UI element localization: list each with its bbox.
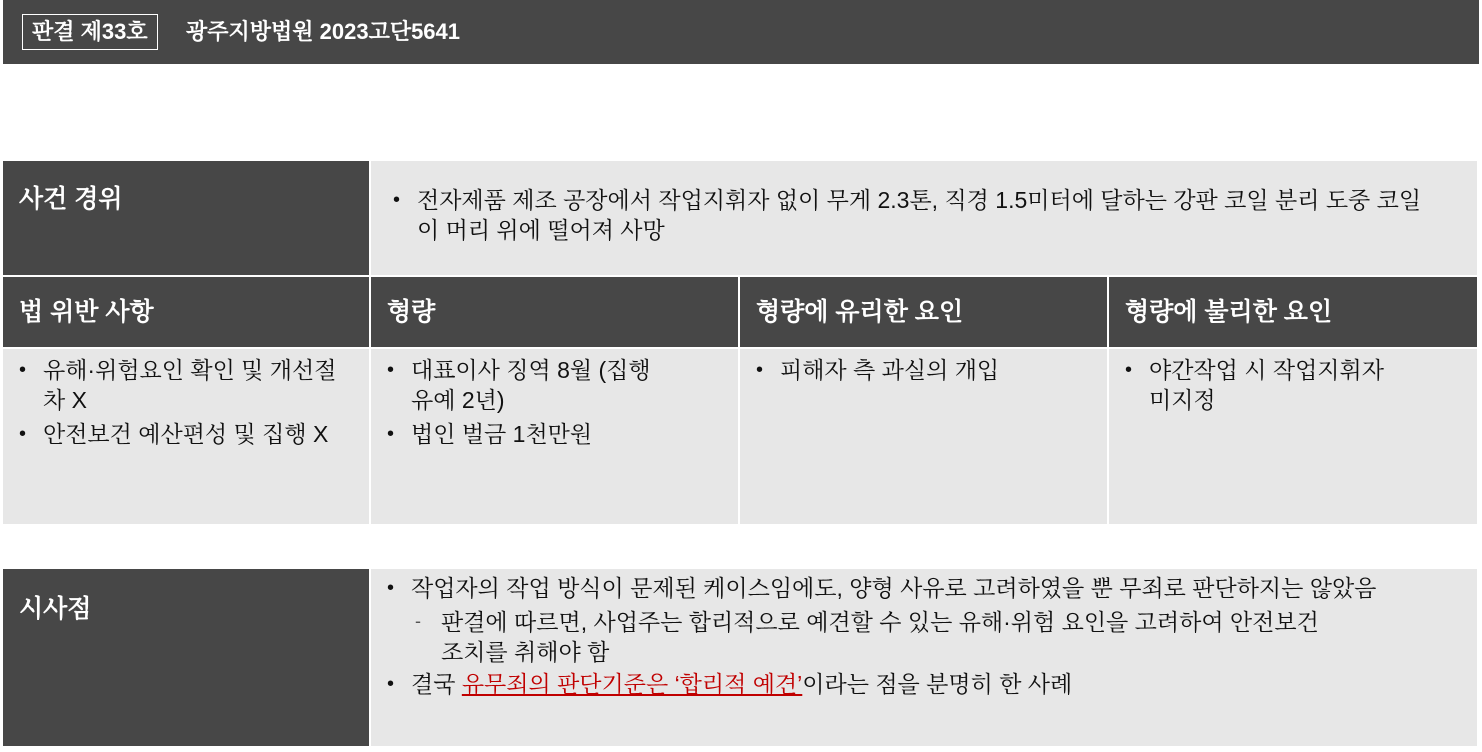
- header-favorable: [740, 277, 1107, 347]
- header-unfavorable-label: 형량에 불리한 요인: [1125, 298, 1333, 326]
- sentence-item: • 대표이사 징역 8월 (집행유예 2년): [381, 355, 718, 415]
- conclusion-suffix: 이라는 점을 분명히 한 사례: [802, 671, 1073, 697]
- incident-label: 사건 경위: [19, 185, 123, 213]
- header-sentence: [371, 277, 738, 347]
- header-unfavorable: [1109, 277, 1477, 347]
- incident-label-cell: [3, 161, 369, 275]
- implication-subitem: - 판결에 따르면, 사업주는 합리적으로 예견할 수 있는 유해·위험 요인을 고려하여 안전보건조치를 취해야 함: [411, 607, 1437, 667]
- favorable-cell: [740, 349, 1107, 524]
- violation-item: • 유해·위험요인 확인 및 개선절차 X: [13, 355, 349, 415]
- incident-item: • 전자제품 제조 공장에서 작업지휘자 없이 무게 2.3톤, 직경 1.5미터에 달하는 강판 코일 분리 도중 코일이 머리 위에 떨어져 사망: [387, 185, 1437, 245]
- conclusion-highlight: 유무죄의 판단기준은 ‘합리적 예견’: [461, 671, 803, 697]
- title-bar: [3, 0, 1479, 64]
- implication-item: [381, 573, 1437, 667]
- header-sentence-label: 형량: [387, 298, 436, 326]
- favorable-list: [750, 355, 1087, 385]
- unfavorable-cell: [1109, 349, 1477, 524]
- sentence-item: • 법인 벌금 1천만원: [381, 419, 718, 449]
- implication-text: 작업자의 작업 방식이 문제된 케이스임에도, 양형 사유로 고려하였을 뿐 무죄로 판단하지는 않았음: [411, 575, 1377, 601]
- case-number-title: 광주지방법원 2023고단5641: [186, 19, 461, 44]
- incident-list: [387, 185, 1437, 245]
- implications-content-cell: [371, 569, 1477, 746]
- implications-label-cell: [3, 569, 369, 746]
- unfavorable-item: • 야간작업 시 작업지휘자 미지정: [1119, 355, 1457, 415]
- violation-item: • 안전보건 예산편성 및 집행 X: [13, 419, 349, 449]
- header-violations: [3, 277, 369, 347]
- judgment-number-badge: 판결 제33호: [22, 14, 158, 50]
- implications-label: 시사점: [19, 595, 92, 623]
- implications-list: [381, 573, 1437, 699]
- sentence-list: [381, 355, 718, 449]
- conclusion-prefix: 결국: [411, 671, 462, 697]
- header-favorable-label: 형량에 유리한 요인: [756, 298, 964, 326]
- implication-item: [381, 669, 1437, 699]
- violations-list: [13, 355, 349, 449]
- sentence-cell: [371, 349, 738, 524]
- incident-content-cell: [371, 161, 1477, 275]
- implication-sublist: [411, 607, 1437, 667]
- favorable-item: • 피해자 측 과실의 개입: [750, 355, 1087, 385]
- violations-cell: [3, 349, 369, 524]
- header-violations-label: 법 위반 사항: [19, 298, 154, 326]
- unfavorable-list: [1119, 355, 1457, 415]
